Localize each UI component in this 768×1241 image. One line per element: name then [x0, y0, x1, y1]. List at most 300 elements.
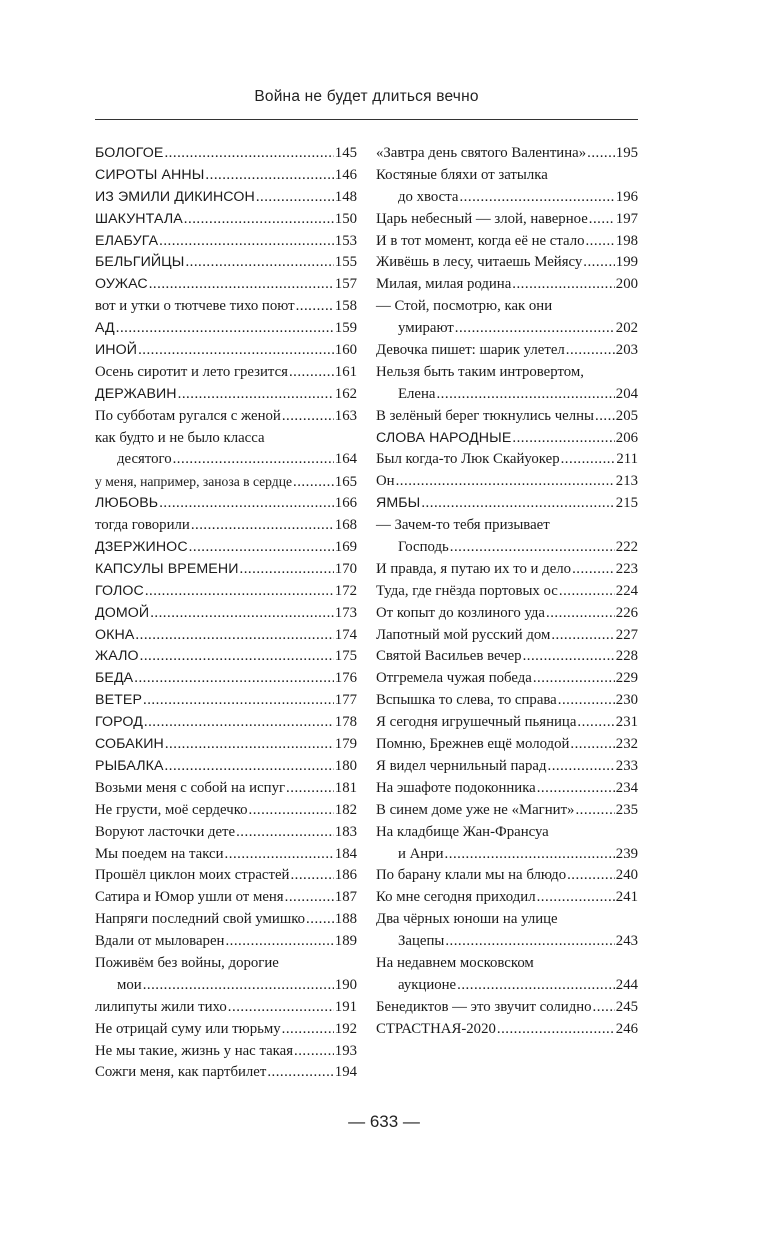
- dot-leader: [164, 143, 333, 165]
- toc-entry-page: 150: [334, 210, 357, 227]
- toc-entry: [95, 362, 357, 384]
- toc-entry-page: 245: [615, 998, 638, 1015]
- toc-entry-title: Царь небесный — злой, наверное: [376, 210, 588, 227]
- toc-entry-title: тогда говорили: [95, 517, 190, 534]
- dot-leader: [583, 252, 615, 274]
- toc-entry: [95, 778, 357, 800]
- toc-entry: [376, 975, 638, 997]
- toc-entry: [95, 209, 357, 231]
- toc-entry-page: 180: [334, 757, 357, 774]
- toc-entry: [95, 537, 357, 559]
- toc-entry: [376, 646, 638, 668]
- toc-entry: [95, 975, 357, 997]
- toc-entry-title: ЕЛАБУГА: [95, 232, 159, 249]
- toc-entry-page: 231: [615, 714, 638, 731]
- dot-leader: [537, 778, 615, 800]
- toc-entry-title: Лапотный мой русский дом: [376, 626, 551, 643]
- toc-entry: [376, 800, 638, 822]
- toc-entry: [95, 931, 357, 953]
- dot-leader: [143, 690, 334, 712]
- dot-leader: [585, 231, 614, 253]
- dot-leader: [546, 603, 615, 625]
- toc-entry: [376, 406, 638, 428]
- dot-leader: [587, 143, 615, 165]
- toc-entry-page: 195: [615, 145, 638, 161]
- toc-entry: [376, 449, 638, 471]
- toc-entry-page: 173: [334, 604, 357, 621]
- toc-entry: [95, 756, 357, 778]
- toc-entry-page: 200: [615, 276, 638, 293]
- dot-leader: [225, 844, 334, 866]
- dot-leader: [595, 406, 615, 428]
- toc-entry-title: десятого: [117, 451, 172, 468]
- toc-entry-page: 160: [334, 342, 357, 359]
- toc-entry: [95, 252, 357, 274]
- toc-entry: [376, 384, 638, 406]
- dot-leader: [445, 931, 614, 953]
- dot-leader: [551, 625, 614, 647]
- toc-entry-page: 198: [615, 232, 638, 249]
- toc-entry-title: Туда, где гнёзда портовых ос: [376, 582, 558, 599]
- dot-leader: [294, 1041, 334, 1063]
- toc-entry-page: 163: [334, 407, 357, 424]
- toc-entry: [376, 537, 638, 559]
- toc-entry: [95, 515, 357, 537]
- dot-leader: [290, 865, 333, 887]
- toc-entry: [95, 471, 357, 493]
- toc-entry-page: 161: [334, 363, 357, 380]
- dot-leader: [593, 997, 615, 1019]
- toc-entry: [376, 603, 638, 625]
- dot-leader: [149, 274, 334, 296]
- toc-entry-title: От копыт до козлиного уда: [376, 604, 546, 621]
- toc-entry-title: до хвоста: [398, 188, 459, 205]
- toc-entry-title: По субботам ругался с женой: [95, 407, 281, 424]
- toc-entry-title: ГОЛОС: [95, 582, 144, 599]
- dot-leader: [173, 449, 334, 471]
- toc-entry-page: 244: [615, 976, 638, 993]
- toc-entry-title: В синем доме уже не «Магнит»: [376, 801, 575, 818]
- toc-entry-page: 179: [334, 736, 357, 753]
- dot-leader: [306, 909, 334, 931]
- toc-entry-page: 211: [616, 451, 638, 468]
- toc-entry: [95, 865, 357, 887]
- toc-entry: [95, 143, 357, 165]
- toc-entry: [95, 690, 357, 712]
- dot-leader: [533, 668, 615, 690]
- dot-leader: [421, 493, 614, 515]
- toc-entry-title: И в тот момент, когда её не стало: [376, 232, 585, 249]
- dot-leader: [225, 931, 333, 953]
- toc-entry: [95, 449, 357, 471]
- toc-entry-title: «Завтра день святого Валентина»: [376, 145, 587, 161]
- toc-entry: [376, 625, 638, 647]
- toc-entry-title: умирают: [398, 320, 454, 337]
- dot-leader: [558, 690, 615, 712]
- toc-entry-page: 158: [334, 298, 357, 315]
- toc-entry-title-line: как будто и не было класса: [95, 429, 265, 446]
- dot-leader: [286, 778, 334, 800]
- toc-entry: [376, 756, 638, 778]
- toc-entry: [376, 997, 638, 1019]
- toc-entry: [95, 581, 357, 603]
- toc-entry: [95, 734, 357, 756]
- toc-entry-page: 190: [334, 976, 357, 993]
- toc-entry-title: БЕЛЬГИЙЦЫ: [95, 254, 185, 271]
- toc-entry: [376, 1019, 638, 1041]
- dot-leader: [293, 472, 334, 493]
- toc-entry-title: Святой Васильев вечер: [376, 648, 522, 665]
- toc-entry-title: Не мы такие, жизнь у нас такая: [95, 1042, 294, 1059]
- dot-leader: [240, 559, 334, 581]
- dot-leader: [450, 537, 615, 559]
- toc-entry-title: Бенедиктов — это звучит солидно: [376, 998, 592, 1015]
- dot-leader: [267, 1062, 333, 1084]
- toc-entry-title: Воруют ласточки дете: [95, 823, 236, 840]
- toc-entry: [95, 231, 357, 253]
- toc-entry: [376, 318, 638, 340]
- dot-leader: [282, 1019, 334, 1041]
- toc-entry-page: 165: [334, 474, 357, 491]
- toc-entry-page: 159: [334, 320, 357, 337]
- toc-entry-title: Прошёл циклон моих страстей: [95, 867, 290, 884]
- dot-leader: [561, 449, 616, 471]
- toc-entry-title: ЖАЛО: [95, 648, 139, 665]
- toc-entry: [376, 209, 638, 231]
- dot-leader: [575, 800, 614, 822]
- toc-entry-page: 188: [334, 911, 357, 928]
- toc-entry-title: ДЕРЖАВИН: [95, 385, 177, 402]
- toc-entry-page: 153: [334, 232, 357, 249]
- toc-entry-page: 227: [615, 626, 638, 643]
- toc-entry: [376, 581, 638, 603]
- toc-entry-page: 235: [615, 801, 638, 818]
- toc-entry-title: ДЗЕРЖИНОС: [95, 539, 188, 556]
- toc-entry: [95, 909, 357, 931]
- toc-entry-title: Вспышка то слева, то справа: [376, 692, 557, 709]
- toc-entry-page: 155: [334, 254, 357, 271]
- toc-entry: [376, 428, 638, 450]
- toc-entry-title: СТРАСТНАЯ-2020: [376, 1020, 496, 1037]
- toc-entry-title: ОКНА: [95, 626, 135, 643]
- toc-entry: [376, 931, 638, 953]
- toc-entry: [95, 165, 357, 187]
- toc-entry: [376, 865, 638, 887]
- toc-entry-page: 205: [615, 407, 638, 424]
- toc-entry-title: Я сегодня игрушечный пьяница: [376, 714, 577, 731]
- toc-entry: [376, 668, 638, 690]
- toc-entry-title: Вдали от мыловарен: [95, 933, 225, 950]
- toc-entry: [95, 406, 357, 428]
- toc-entry-title: Помню, Брежнев ещё молодой: [376, 736, 570, 753]
- toc-entry: [95, 712, 357, 734]
- toc-entry-page: 181: [334, 779, 357, 796]
- toc-entry-title: ДОМОЙ: [95, 604, 150, 621]
- toc-entry-page: 175: [334, 648, 357, 665]
- dot-leader: [189, 537, 334, 559]
- dot-leader: [459, 187, 614, 209]
- toc-entry: [376, 559, 638, 581]
- toc-entry-page: 196: [615, 188, 638, 205]
- toc-entry-page: 172: [334, 582, 357, 599]
- toc-entry-page: 174: [334, 626, 357, 643]
- dot-leader: [143, 975, 334, 997]
- toc-right-column: [376, 143, 638, 1041]
- toc-entry-title: Я видел чернильный парад: [376, 757, 547, 774]
- toc-entry-title: ГОРОД: [95, 714, 143, 731]
- dot-leader: [184, 209, 334, 231]
- toc-entry-page: 194: [334, 1064, 357, 1081]
- dot-leader: [191, 515, 334, 537]
- toc-entry-page: 184: [334, 845, 357, 862]
- toc-entry-title: КАПСУЛЫ ВРЕМЕНИ: [95, 560, 239, 577]
- dot-leader: [457, 975, 615, 997]
- toc-entry-page: 232: [615, 736, 638, 753]
- header-rule: [95, 119, 638, 120]
- toc-entry: [376, 340, 638, 362]
- toc-entry: [95, 646, 357, 668]
- dot-leader: [185, 252, 333, 274]
- toc-entry-page: 246: [615, 1020, 638, 1037]
- toc-entry: [376, 493, 638, 515]
- toc-entry: [95, 1041, 357, 1063]
- toc-entry: [95, 384, 357, 406]
- toc-entry-title: АД: [95, 320, 115, 337]
- toc-entry: [95, 800, 357, 822]
- toc-entry-title: В зелёный берег тюкнулись челны: [376, 407, 594, 424]
- toc-entry-title: Не отрицай суму или тюрьму: [95, 1020, 281, 1037]
- toc-entry-page: 228: [615, 648, 638, 665]
- dot-leader: [228, 997, 334, 1019]
- dot-leader: [512, 428, 614, 450]
- toc-entry-title: лилипуты жили тихо: [95, 998, 227, 1015]
- toc-entry-page: 243: [615, 933, 638, 950]
- toc-entry-title: Ко мне сегодня приходил: [376, 889, 536, 906]
- toc-entry-page: 192: [334, 1020, 357, 1037]
- dot-leader: [116, 318, 334, 340]
- toc-entry: [95, 668, 357, 690]
- toc-entry-title: Не грусти, моё сердечко: [95, 801, 248, 818]
- toc-entry: [95, 625, 357, 647]
- toc-entry-page: 157: [334, 276, 357, 293]
- toc-entry-page: 189: [334, 933, 357, 950]
- toc-entry-page: 224: [615, 582, 638, 599]
- toc-entry: [376, 887, 638, 909]
- toc-entry-title: ВЕТЕР: [95, 692, 143, 709]
- toc-entry-title-line: — Стой, посмотрю, как они: [376, 298, 553, 315]
- toc-entry-page: 229: [615, 670, 638, 687]
- toc-entry-title-line: — Зачем-то тебя призывает: [376, 517, 550, 534]
- toc-entry-title: СОБАКИН: [95, 736, 164, 753]
- toc-entry: [95, 603, 357, 625]
- toc-entry-title: Мы поедем на такси: [95, 845, 224, 862]
- toc-entry: [95, 340, 357, 362]
- toc-entry-title: РЫБАЛКА: [95, 757, 164, 774]
- toc-entry-page: 145: [334, 145, 357, 161]
- toc-entry-page: 204: [615, 385, 638, 402]
- toc-entry-title: БОЛОГОЕ: [95, 145, 164, 161]
- dot-leader: [144, 712, 334, 734]
- toc-entry-title: Господь: [398, 539, 449, 556]
- toc-entry-title: СЛОВА НАРОДНЫЕ: [376, 429, 512, 446]
- dot-leader: [145, 581, 334, 603]
- toc-entry: [95, 997, 357, 1019]
- toc-entry-title: Зацепы: [398, 933, 445, 950]
- dot-leader: [150, 603, 334, 625]
- toc-entry: [376, 690, 638, 712]
- dot-leader: [165, 756, 334, 778]
- toc-entry-title: БЕДА: [95, 670, 134, 687]
- toc-entry: [95, 1062, 357, 1084]
- toc-entry-page: 206: [615, 429, 638, 446]
- dot-leader: [138, 340, 334, 362]
- toc-entry: [376, 187, 638, 209]
- toc-entry-title: ИЗ ЭМИЛИ ДИКИНСОН: [95, 188, 255, 205]
- toc-entry-page: 162: [334, 385, 357, 402]
- toc-entry-title: Девочка пишет: шарик улетел: [376, 342, 565, 359]
- dot-leader: [512, 274, 615, 296]
- toc-entry: [95, 274, 357, 296]
- toc-entry: [95, 559, 357, 581]
- toc-entry-title: ЛЮБОВЬ: [95, 495, 159, 512]
- toc-entry: [376, 231, 638, 253]
- toc-entry-page: 146: [334, 166, 357, 183]
- toc-entry-page: 226: [615, 604, 638, 621]
- dot-leader: [566, 340, 615, 362]
- toc-entry: [95, 1019, 357, 1041]
- toc-entry: [376, 471, 638, 493]
- toc-entry-page: 148: [334, 188, 357, 205]
- toc-entry: [95, 318, 357, 340]
- toc-entry-page: 239: [615, 845, 638, 862]
- toc-entry: [95, 493, 357, 515]
- dot-leader: [567, 865, 615, 887]
- toc-entry-page: 223: [615, 560, 638, 577]
- toc-entry: [376, 274, 638, 296]
- toc-entry-title: Напряги последний свой умишко: [95, 911, 306, 928]
- toc-entry-page: 233: [615, 757, 638, 774]
- toc-entry-page: 193: [334, 1042, 357, 1059]
- toc-entry-page: 191: [334, 998, 357, 1015]
- toc-entry-page: 166: [334, 495, 357, 512]
- toc-entry-page: 168: [334, 517, 357, 534]
- dot-leader: [396, 471, 615, 493]
- dot-leader: [537, 887, 615, 909]
- dot-leader: [135, 625, 333, 647]
- toc-entry: [376, 712, 638, 734]
- toc-entry-page: 241: [615, 889, 638, 906]
- toc-entry-title-line: На недавнем московском: [376, 954, 534, 971]
- toc-entry-page: 197: [615, 210, 638, 227]
- dot-leader: [436, 384, 614, 406]
- toc-entry-page: 177: [334, 692, 357, 709]
- dot-leader: [159, 231, 334, 253]
- toc-entry-title: Милая, милая родина: [376, 276, 512, 293]
- dot-leader: [134, 668, 334, 690]
- toc-entry-title: И правда, я путаю их то и дело: [376, 560, 572, 577]
- toc-entry-page: 176: [334, 670, 357, 687]
- toc-entry-page: 164: [334, 451, 357, 468]
- toc-entry-page: 170: [334, 560, 357, 577]
- toc-entry: [376, 778, 638, 800]
- toc-entry-title: Был когда-то Люк Скайуокер: [376, 451, 560, 468]
- toc-entry-title-line: Поживём без войны, дорогие: [95, 954, 279, 971]
- toc-entry-title: Сожги меня, как партбилет: [95, 1064, 267, 1081]
- dot-leader: [455, 318, 615, 340]
- dot-leader: [572, 559, 615, 581]
- dot-leader: [178, 384, 334, 406]
- toc-entry-page: 182: [334, 801, 357, 818]
- toc-entry-page: 230: [615, 692, 638, 709]
- toc-entry: [95, 887, 357, 909]
- toc-entry-title-line: Нельзя быть таким интровертом,: [376, 363, 584, 380]
- toc-entry-page: 203: [615, 342, 638, 359]
- dot-leader: [589, 209, 615, 231]
- toc-entry-title: Он: [376, 473, 395, 490]
- toc-entry-title: Живёшь в лесу, читаешь Мейясу: [376, 254, 583, 271]
- toc-entry-page: 187: [334, 889, 357, 906]
- toc-entry: [376, 252, 638, 274]
- toc-entry-title: Елена: [398, 385, 436, 402]
- toc-entry-title-line: Два чёрных юноши на улице: [376, 911, 558, 928]
- toc-entry-title: На эшафоте подоконника: [376, 779, 536, 796]
- toc-entry: [376, 734, 638, 756]
- running-head-title: Война не будет длиться вечно: [254, 88, 479, 105]
- dot-leader: [289, 362, 334, 384]
- toc-entry-page: 213: [615, 473, 638, 490]
- dot-leader: [249, 800, 334, 822]
- toc-entry: [95, 822, 357, 844]
- dot-leader: [205, 165, 333, 187]
- toc-entry-title: вот и утки о тютчеве тихо поют: [95, 298, 295, 315]
- toc-entry-page: 215: [615, 495, 638, 512]
- dot-leader: [296, 296, 334, 318]
- toc-entry-title: По барану клали мы на блюдо: [376, 867, 567, 884]
- toc-entry-page: 178: [334, 714, 357, 731]
- toc-entry: [95, 187, 357, 209]
- toc-entry-title: ШАКУНТАЛА: [95, 210, 183, 227]
- dot-leader: [282, 406, 334, 428]
- toc-entry-page: 202: [615, 320, 638, 337]
- toc-entry-title: у меня, например, заноза в сердце: [95, 474, 293, 490]
- toc-entry-page: 186: [334, 867, 357, 884]
- toc-entry: [376, 844, 638, 866]
- toc-entry-title: ОУЖАС: [95, 276, 148, 293]
- dot-leader: [159, 493, 334, 515]
- dot-leader: [523, 646, 615, 668]
- dot-leader: [577, 712, 614, 734]
- toc-entry-page: 240: [615, 867, 638, 884]
- toc-entry-page: 234: [615, 779, 638, 796]
- toc-entry-title: СИРОТЫ АННЫ: [95, 166, 205, 183]
- dot-leader: [285, 887, 334, 909]
- toc-entry-page: 222: [615, 539, 638, 556]
- toc-entry-title: Сатира и Юмор ушли от меня: [95, 889, 284, 906]
- dot-leader: [559, 581, 615, 603]
- toc-entry-title: ИНОЙ: [95, 342, 138, 359]
- dot-leader: [445, 844, 615, 866]
- toc-entry-title: ЯМБЫ: [376, 495, 421, 512]
- toc-entry-page: 199: [615, 254, 638, 271]
- toc-entry-page: 169: [334, 539, 357, 556]
- toc-entry: [95, 844, 357, 866]
- toc-entry-title: мои: [117, 976, 142, 993]
- toc-entry: [376, 143, 638, 165]
- dot-leader: [256, 187, 334, 209]
- toc-entry-title: Осень сиротит и лето грезится: [95, 363, 288, 380]
- toc-entry: [95, 296, 357, 318]
- page-number: — 633 —: [348, 1112, 420, 1131]
